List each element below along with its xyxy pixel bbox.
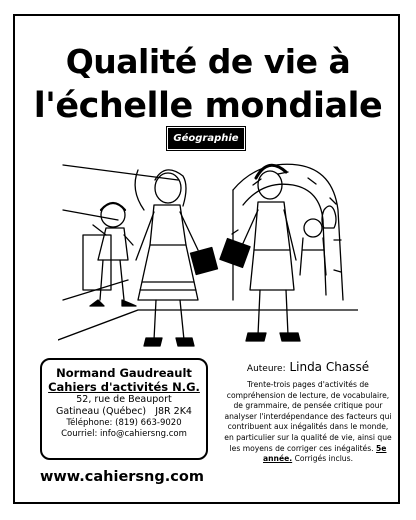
description (222, 380, 394, 465)
publisher-box (40, 358, 208, 460)
title-line-1: Qualité de vie à (65, 42, 351, 81)
publisher-phone: Téléphone: (819) 663-9020 (66, 418, 182, 428)
author-name: Linda Chassé (289, 360, 370, 374)
author-label: Auteure: (246, 364, 286, 374)
publisher-street: 52, rue de Beauport (76, 394, 172, 405)
publisher-company: Cahiers d'activités N.G. (48, 380, 200, 394)
cover-illustration (58, 150, 358, 360)
answers-note: Corrigés inclus. (294, 454, 353, 464)
website-link[interactable]: www.cahiersng.com (40, 469, 204, 485)
publisher-email: Courriel: info@cahiersng.com (61, 429, 187, 439)
grade-level: 5e année. (263, 443, 387, 464)
author-line (218, 360, 398, 374)
title-line-2: l'échelle mondiale (33, 86, 383, 126)
publisher-city: Gatineau (Québec) J8R 2K4 (56, 406, 192, 417)
description-text: Trente-trois pages d'activités de compréhension de lecture, de vocabulaire, de grammaire, de pensée critique pour analyser l'interdépendance des facteurs qui contribuent aux inégalités dans le monde, en particulier sur la qualité de vie, ainsi que les moyens de corriger ces inégalités. (224, 380, 392, 453)
publisher-name: Normand Gaudreault (56, 366, 192, 380)
subject-badge: Géographie (168, 128, 244, 149)
